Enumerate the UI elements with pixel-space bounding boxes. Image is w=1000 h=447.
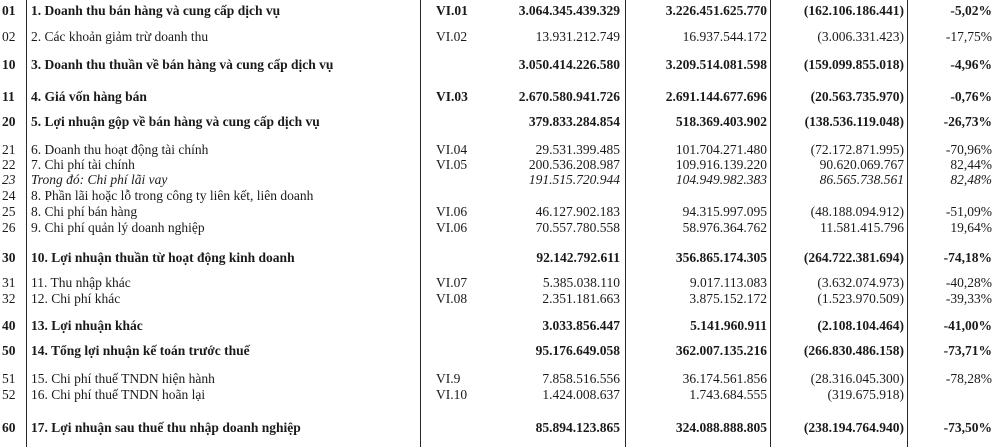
- row-label: 12. Chi phí khác: [31, 291, 121, 306]
- row-code: 24: [2, 188, 16, 203]
- row-label: 1. Doanh thu bán hàng và cung cấp dịch vụ: [31, 3, 281, 18]
- row-current-year-value: 2.351.181.663: [542, 291, 620, 306]
- row-code: 31: [2, 275, 16, 290]
- row-percent-change: 82,44%: [950, 157, 992, 172]
- row-code: 20: [2, 114, 16, 129]
- row-difference-value: (72.172.871.995): [810, 142, 904, 157]
- row-percent-change: -73,71%: [943, 343, 992, 358]
- row-label: 7. Chi phí tài chính: [31, 157, 135, 172]
- row-current-year-value: 46.127.902.183: [535, 204, 620, 219]
- row-difference-value: (48.188.094.912): [810, 204, 904, 219]
- row-difference-value: (2.108.104.464): [817, 318, 904, 333]
- row-difference-value: (264.722.381.694): [803, 250, 904, 265]
- row-prior-year-value: 2.691.144.677.696: [665, 89, 767, 104]
- row-label: 15. Chi phí thuế TNDN hiện hành: [31, 371, 215, 386]
- row-difference-value: (162.106.186.441): [803, 3, 904, 18]
- row-code: 51: [2, 371, 16, 386]
- row-note: VI.08: [436, 291, 468, 306]
- row-code: 60: [2, 420, 16, 435]
- row-code: 02: [2, 29, 16, 44]
- row-prior-year-value: 518.369.403.902: [675, 114, 767, 129]
- row-code: 25: [2, 204, 16, 219]
- table-row: [0, 88, 1000, 106]
- row-difference-value: (28.316.045.300): [810, 371, 904, 386]
- row-percent-change: -41,00%: [943, 318, 992, 333]
- row-prior-year-value: 16.937.544.172: [682, 29, 767, 44]
- table-row: [0, 28, 1000, 46]
- row-percent-change: 19,64%: [950, 220, 992, 235]
- row-prior-year-value: 36.174.561.856: [682, 371, 767, 386]
- row-current-year-value: 29.531.399.485: [535, 142, 620, 157]
- row-difference-value: (20.563.735.970): [810, 89, 904, 104]
- row-label: 2. Các khoản giảm trừ doanh thu: [31, 29, 209, 44]
- table-row: [0, 317, 1000, 335]
- row-prior-year-value: 58.976.364.762: [682, 220, 767, 235]
- row-prior-year-value: 3.209.514.081.598: [665, 57, 767, 72]
- row-difference-value: (159.099.855.018): [803, 57, 904, 72]
- row-prior-year-value: 101.704.271.480: [675, 142, 767, 157]
- row-note: VI.9: [436, 371, 461, 386]
- row-difference-value: (3.632.074.973): [817, 275, 904, 290]
- row-prior-year-value: 356.865.174.305: [675, 250, 767, 265]
- row-current-year-value: 7.858.516.556: [542, 371, 620, 386]
- row-current-year-value: 5.385.038.110: [542, 275, 620, 290]
- row-difference-value: 86.565.738.561: [819, 172, 904, 187]
- row-difference-value: 90.620.069.767: [819, 157, 904, 172]
- row-current-year-value: 70.557.780.558: [535, 220, 620, 235]
- row-code: 52: [2, 387, 16, 402]
- row-percent-change: 82,48%: [950, 172, 992, 187]
- row-prior-year-value: 3.875.152.172: [689, 291, 767, 306]
- row-label: 14. Tổng lợi nhuận kế toán trước thuế: [31, 343, 250, 358]
- row-current-year-value: 3.033.856.447: [542, 318, 620, 333]
- row-prior-year-value: 94.315.997.095: [682, 204, 767, 219]
- table-row: [0, 219, 1000, 237]
- row-percent-change: -70,96%: [945, 142, 992, 157]
- row-code: 40: [2, 318, 16, 333]
- row-difference-value: (1.523.970.509): [817, 291, 904, 306]
- row-percent-change: -40,28%: [945, 275, 992, 290]
- row-difference-value: (138.536.119.048): [804, 114, 904, 129]
- row-note: VI.02: [436, 29, 468, 44]
- row-prior-year-value: 3.226.451.625.770: [665, 3, 767, 18]
- row-note: VI.07: [436, 275, 468, 290]
- row-percent-change: -17,75%: [945, 29, 992, 44]
- row-code: 01: [2, 3, 16, 18]
- table-row: [0, 290, 1000, 308]
- row-prior-year-value: 324.088.888.805: [675, 420, 767, 435]
- row-label: 10. Lợi nhuận thuần từ hoạt động kinh doanh: [31, 250, 295, 265]
- row-label: 16. Chi phí thuế TNDN hoãn lại: [31, 387, 206, 402]
- row-label: 17. Lợi nhuận sau thuế thu nhập doanh nghiệp: [31, 420, 301, 435]
- row-note: VI.10: [436, 387, 468, 402]
- row-current-year-value: 95.176.649.058: [535, 343, 620, 358]
- row-label: 13. Lợi nhuận khác: [31, 318, 143, 333]
- table-row: [0, 2, 1000, 20]
- row-current-year-value: 92.142.792.611: [536, 250, 620, 265]
- row-percent-change: -26,73%: [943, 114, 992, 129]
- row-percent-change: -5,02%: [950, 3, 992, 18]
- row-label: 4. Giá vốn hàng bán: [31, 89, 147, 104]
- row-label: 5. Lợi nhuận gộp về bán hàng và cung cấp dịch vụ: [31, 114, 320, 129]
- row-prior-year-value: 104.949.982.383: [675, 172, 767, 187]
- row-current-year-value: 200.536.208.987: [528, 157, 620, 172]
- row-code: 50: [2, 343, 16, 358]
- row-code: 32: [2, 291, 16, 306]
- row-percent-change: -4,96%: [950, 57, 992, 72]
- row-percent-change: -51,09%: [945, 204, 992, 219]
- row-label: 9. Chi phí quản lý doanh nghiệp: [31, 220, 205, 235]
- row-code: 21: [2, 142, 16, 157]
- row-prior-year-value: 1.743.684.555: [689, 387, 767, 402]
- row-code: 10: [2, 57, 16, 72]
- row-note: VI.04: [436, 142, 468, 157]
- table-row: [0, 113, 1000, 131]
- row-label: 8. Phần lãi hoặc lỗ trong công ty liên kết, liên doanh: [31, 188, 314, 203]
- row-prior-year-value: 5.141.960.911: [690, 318, 767, 333]
- row-code: 22: [2, 157, 16, 172]
- row-prior-year-value: 9.017.113.083: [689, 275, 767, 290]
- row-code: 23: [2, 172, 16, 187]
- table-row: [0, 386, 1000, 404]
- row-note: VI.03: [436, 89, 468, 104]
- row-label: 6. Doanh thu hoạt động tài chính: [31, 142, 209, 157]
- row-percent-change: -0,76%: [950, 89, 992, 104]
- row-percent-change: -39,33%: [945, 291, 992, 306]
- row-label: 11. Thu nhập khác: [31, 275, 131, 290]
- row-percent-change: -73,50%: [943, 420, 992, 435]
- row-label: 8. Chi phí bán hàng: [31, 204, 138, 219]
- row-difference-value: 11.581.415.796: [820, 220, 904, 235]
- row-current-year-value: 191.515.720.944: [528, 172, 620, 187]
- table-row: [0, 56, 1000, 74]
- row-current-year-value: 2.670.580.941.726: [518, 89, 620, 104]
- row-code: 11: [2, 89, 15, 104]
- row-note: VI.06: [436, 204, 468, 219]
- row-note: VI.06: [436, 220, 468, 235]
- row-difference-value: (3.006.331.423): [817, 29, 904, 44]
- row-difference-value: (238.194.764.940): [803, 420, 904, 435]
- table-row: [0, 249, 1000, 267]
- row-code: 26: [2, 220, 16, 235]
- row-current-year-value: 379.833.284.854: [528, 114, 620, 129]
- row-current-year-value: 1.424.008.637: [542, 387, 620, 402]
- table-row: [0, 342, 1000, 360]
- row-note: VI.05: [436, 157, 468, 172]
- row-current-year-value: 85.894.123.865: [535, 420, 620, 435]
- table-row: [0, 419, 1000, 437]
- row-percent-change: -74,18%: [943, 250, 992, 265]
- row-note: VI.01: [436, 3, 468, 18]
- row-prior-year-value: 362.007.135.216: [675, 343, 767, 358]
- row-current-year-value: 3.064.345.439.329: [518, 3, 620, 18]
- row-label: 3. Doanh thu thuần về bán hàng và cung cấp dịch vụ: [31, 57, 334, 72]
- row-code: 30: [2, 250, 16, 265]
- row-label: Trong đó: Chi phí lãi vay: [31, 172, 168, 187]
- row-current-year-value: 3.050.414.226.580: [518, 57, 620, 72]
- row-percent-change: -78,28%: [945, 371, 992, 386]
- row-difference-value: (266.830.486.158): [803, 343, 904, 358]
- row-current-year-value: 13.931.212.749: [535, 29, 620, 44]
- row-prior-year-value: 109.916.139.220: [675, 157, 767, 172]
- row-difference-value: (319.675.918): [827, 387, 904, 402]
